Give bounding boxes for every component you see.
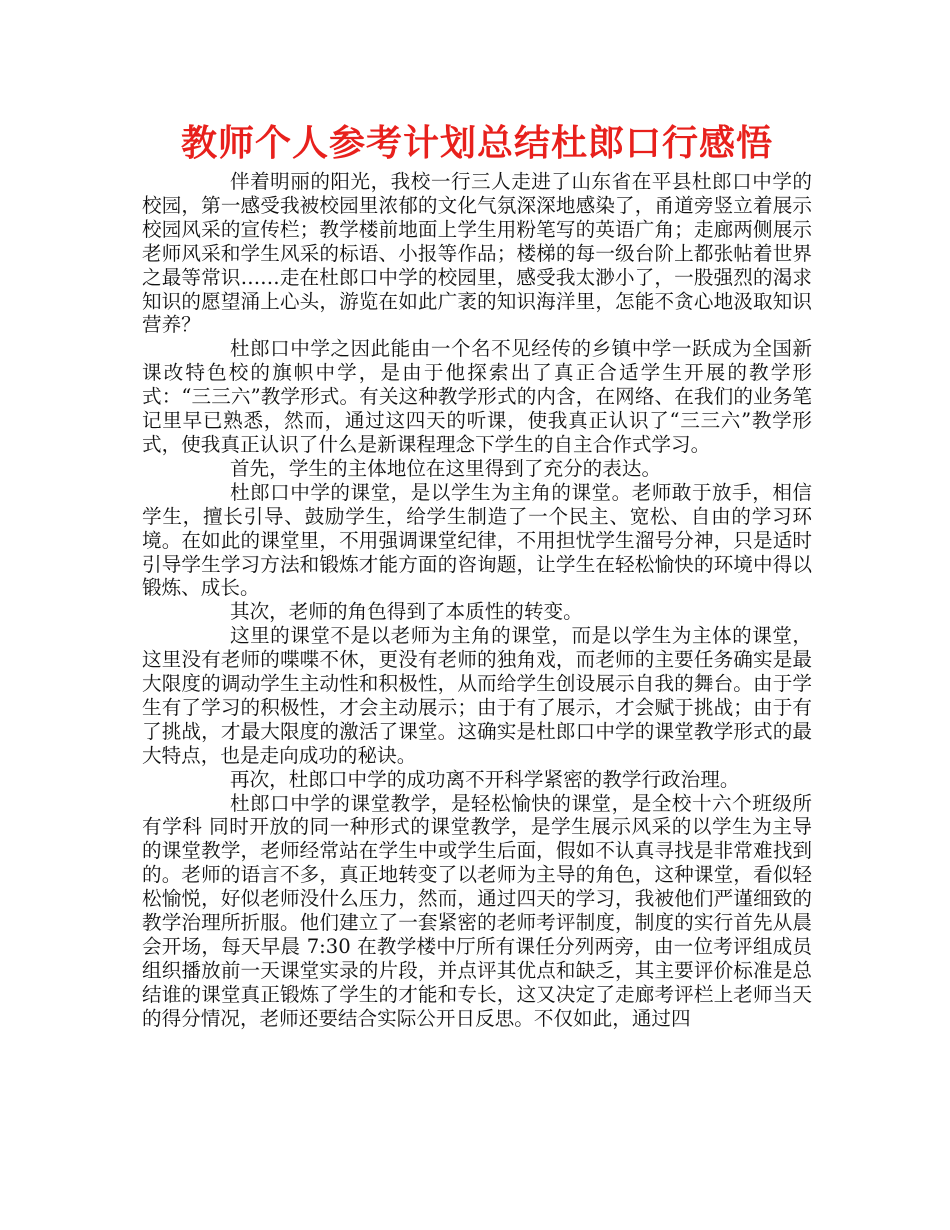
paragraph-teaching-model: 杜郎口中学之因此能由一个名不见经传的乡镇中学一跃成为全国新课改特色校的旗帜中学，是由于他探索出了真正合适学生开展的教学形式：“三三六”教学形式。有关这种教学形式的内含，在网络、在我们的业务笔记里早已熟悉，然而，通过这四天的听课，使我真正认识了“三三六”教学形式，使我真正认识了什么是新课程理念下学生的自主合作式学习。 [142,337,812,456]
paragraph-second-point: 其次，老师的角色得到了本质性的转变。 [230,600,583,624]
paragraph-teacher-role: 这里的课堂不是以老师为主角的课堂，而是以学生为主体的课堂，这里没有老师的喋喋不休，更没有老师的独角戏，而老师的主要任务确实是最大限度的调动学生主动性和积极性，从而给学生创设展示自我的舞台。由于学生有了学习的积极性，才会主动展示；由于有了展示，才会赋于挑战；由于有了挑战，才最大限度的激活了课堂。这确实是杜郎口中学的课堂教学形式的最大特点，也是走向成功的秘诀。 [142,624,812,767]
paragraph-campus-impression: 伴着明丽的阳光，我校一行三人走进了山东省在平县杜郎口中学的校园，第一感受我被校园里浓郁的文化气氛深深地感染了，甬道旁竖立着展示校园风采的宣传栏；教学楼前地面上学生用粉笔写的英语广角；走廊两侧展示老师风采和学生风采的标语、小报等作品；楼梯的每一级台阶上都张帖着世界之最等常识……走在杜郎口中学的校园里，感受我太渺小了，一股强烈的渴求知识的愿望涌上心头，游览在如此广袤的知识海洋里，怎能不贪心地汲取知识营养？ [142,170,812,337]
document-page [142,118,812,1031]
paragraph-management: 杜郎口中学的课堂教学，是轻松愉快的课堂，是全校十六个班级所有学科 同时开放的同一种形式的课堂教学，是学生展示风采的以学生为主导的课堂教学，老师经常站在学生中或学生后面，假如不认真寻找是非常难找到的。老师的语言不多，真正地转变了以老师为主导的角色，这种课堂，看似轻松愉悦，好似老师没什么压力，然而，通过四天的学习，我被他们严谨细致的教学治理所折服。他们建立了一套紧密的老师考评制度，制度的实行首先从晨会开场，每天早晨 7:30 在教学楼中厅所有课任分列两旁，由一位考评组成员组织播放前一天课堂实录的片段，并点评其优点和缺乏，其主要评价标准是总结谁的课堂真正锻炼了学生的才能和专长，这又决定了走廊考评栏上老师当天的得分情况，老师还要结合实际公开日反思。不仅如此，通过四 [142,791,812,1030]
paragraph-first-point: 首先，学生的主体地位在这里得到了充分的表达。 [230,456,662,480]
paragraph-third-point: 再次，杜郎口中学的成功离不开科学紧密的教学行政治理。 [230,767,740,791]
document-title: 教师个人参考计划总结杜郎口行感悟 [180,123,773,164]
paragraph-student-centered: 杜郎口中学的课堂，是以学生为主角的课堂。老师敢于放手，相信学生，擅长引导、鼓励学生，给学生制造了一个民主、宽松、自由的学习环境。在如此的课堂里，不用强调课堂纪律，不用担忧学生溜号分神，只是适时引导学生学习方法和锻炼才能方面的咨询题，让学生在轻松愉快的环境中得以锻炼、成长。 [142,480,812,600]
